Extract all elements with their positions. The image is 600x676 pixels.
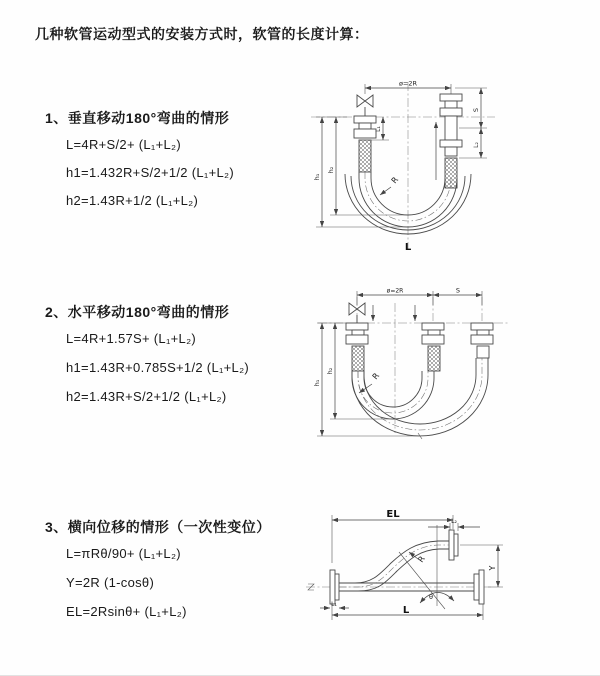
dim-label-length: L — [404, 242, 412, 253]
shifted-pipe-fitting — [471, 323, 493, 358]
braided-hose-left — [359, 140, 371, 172]
formula: h1=1.43R+0.785S+1/2 (L₁+L₂) — [66, 360, 250, 375]
left-pipe-fitting — [354, 116, 376, 172]
section-3-heading: 3、横向位移的情形（一次性变位） — [45, 519, 271, 535]
hose-u-shifted — [352, 358, 488, 436]
dim-label-h2: h₂ — [326, 367, 334, 375]
dim-label-radius: R — [416, 554, 427, 565]
diagram-lateral-displacement — [298, 503, 598, 648]
section-2-heading: 2、水平移动180°弯曲的情形 — [45, 304, 230, 320]
dim-label-h1: h₁ — [313, 379, 321, 387]
dim-label-length: L — [402, 605, 410, 616]
diagram-vertical-180-bend — [303, 70, 593, 255]
dim-label-y: Y — [488, 565, 497, 571]
formula: L=πRθ/90+ (L₁+L₂) — [66, 546, 181, 561]
page-title: 几种软管运动型式的安装方式时，软管的长度计算： — [35, 26, 369, 42]
right-pipe-fitting — [440, 94, 462, 188]
formula: h1=1.432R+S/2+1/2 (L₁+L₂) — [66, 165, 234, 180]
dim-label-2r: ø=2R — [398, 79, 418, 88]
dim-label-s: S — [455, 286, 461, 295]
formula: EL=2Rsinθ+ (L₁+L₂) — [66, 604, 187, 619]
valve-icon — [357, 95, 373, 116]
formula: L=4R+1.57S+ (L₁+L₂) — [66, 331, 197, 346]
dim-label-l1: L₁ — [375, 126, 382, 132]
hose-s-curve — [339, 541, 449, 591]
left-pipe-fitting — [346, 323, 368, 371]
dim-label-s: S — [472, 107, 480, 113]
middle-pipe-fitting — [422, 323, 444, 371]
upper-flange — [449, 530, 458, 560]
diagram-horizontal-180-bend — [308, 283, 593, 463]
dim-label-l1: L₁ — [331, 601, 337, 608]
dim-label-radius: R — [370, 371, 382, 382]
dim-label-theta: θ — [429, 593, 433, 601]
formula: h2=1.43R+1/2 (L₁+L₂) — [66, 193, 199, 208]
formula: h2=1.43R+S/2+1/2 (L₁+L₂) — [66, 389, 227, 404]
section-1-heading: 1、垂直移动180°弯曲的情形 — [45, 110, 230, 126]
formula: L=4R+S/2+ (L₁+L₂) — [66, 137, 181, 152]
dim-label-2r: ø=2R — [386, 287, 404, 295]
dim-label-h1: h₁ — [313, 173, 321, 181]
dim-label-radius: R — [389, 175, 401, 186]
dim-label-el: EL — [386, 509, 400, 520]
dim-label-l2: L₂ — [451, 518, 457, 525]
dim-label-l2: L₂ — [473, 142, 480, 148]
braided-hose-right — [445, 158, 457, 188]
dim-label-h2: h₂ — [327, 166, 335, 174]
formula: Y=2R (1-cosθ) — [66, 575, 155, 590]
